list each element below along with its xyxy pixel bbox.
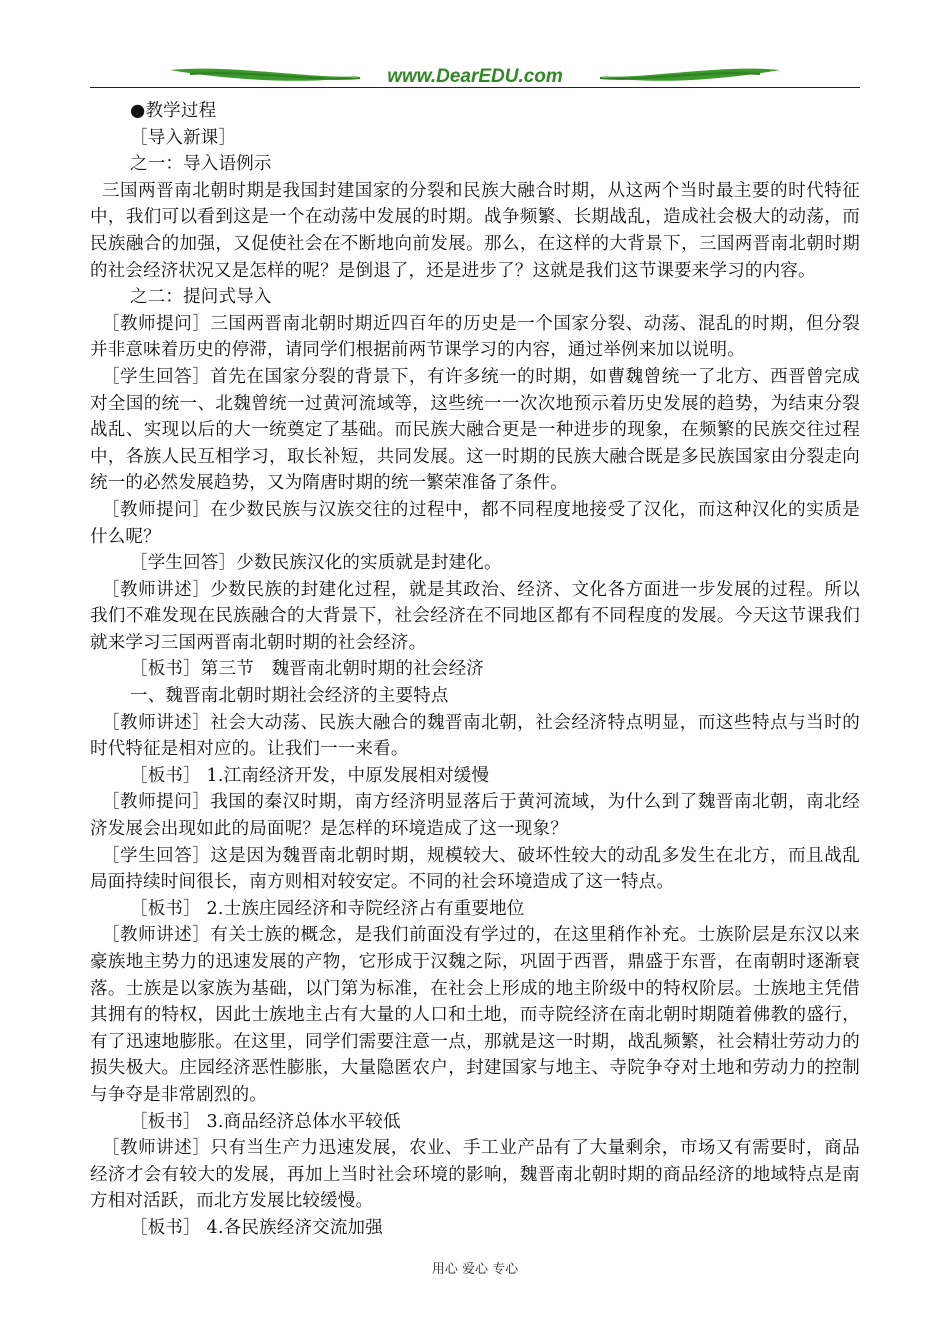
site-logo-text: www.DearEDU.com bbox=[387, 66, 563, 87]
board-note: ［板书］第三节 魏晋南北朝时期的社会经济 bbox=[130, 659, 484, 680]
banner-graphic bbox=[170, 60, 780, 94]
board-note: ［板书］ 4.各民族经济交流加强 bbox=[130, 1217, 383, 1238]
paragraph: ［学生回答］首先在国家分裂的背景下，有许多统一的时期，如曹魏曾统一了北方、西晋曾完成对全国的统一、北魏曾统一过黄河流域等，这些统一一次次地预示着历史发展的趋势，为结束分裂战乱、实现以后的大一统奠定了基础。而民族大融合更是一种进步的现象，在频繁的民族交往过程中，各族人民互相学习，取长补短，共同发展。这一时期的民族大融合既是多民族国家由分裂走向统一的必然发展趋势，又为隋唐时期的统一繁荣准备了条件。 bbox=[90, 366, 860, 494]
section-heading: ●教学过程 bbox=[130, 101, 217, 121]
subsection-heading: 之一：导入语例示 bbox=[130, 154, 272, 175]
paragraph: ［学生回答］少数民族汉化的实质就是封建化。 bbox=[130, 553, 502, 574]
paragraph: ［教师讲述］社会大动荡、民族大融合的魏晋南北朝，社会经济特点明显，而这些特点与当时的时代特征是相对应的。让我们一一来看。 bbox=[90, 712, 860, 760]
page-footer: 用心 爱心 专心 bbox=[431, 1262, 519, 1277]
paragraph: ［教师讲述］只有当生产力迅速发展，农业、手工业产品有了大量剩余，市场又有需要时，商品经济才会有较大的发展，再加上当时社会环境的影响，魏晋南北朝时期的商品经济的地域特点是南方相对活跃，而北方发展比较缓慢。 bbox=[90, 1138, 860, 1212]
paragraph: 三国两晋南北朝时期是我国封建国家的分裂和民族大融合时期，从这两个当时最主要的时代特征中，我们可以看到这是一个在动荡中发展的时期。战争频繁、长期战乱，造成社会极大的动荡，而民族融合的加强，又促使社会在不断地向前发展。那么，在这样的大背景下，三国两晋南北朝时期的社会经济状况又是怎样的呢？是倒退了，还是进步了？这就是我们这节课要来学习的内容。 bbox=[90, 180, 860, 281]
board-note: ［板书］ 3.商品经济总体水平较低 bbox=[130, 1111, 401, 1132]
subsection-heading: ［导入新课］ bbox=[130, 127, 237, 148]
paragraph: ［教师讲述］少数民族的封建化过程，就是其政治、经济、文化各方面进一步发展的过程。所以我们不难发现在民族融合的大背景下，社会经济在不同地区都有不同程度的发展。今天这节课我们就来学习三国两晋南北朝时期的社会经济。 bbox=[90, 579, 860, 653]
paragraph: ［学生回答］这是因为魏晋南北朝时期，规模较大、破坏性较大的动乱多发生在北方，而且战乱局面持续时间很长，南方则相对较安定。不同的社会环境造成了这一特点。 bbox=[90, 845, 860, 893]
header-rule bbox=[90, 87, 860, 88]
lesson-body bbox=[90, 98, 860, 1242]
paragraph: ［教师提问］我国的秦汉时期，南方经济明显落后于黄河流域，为什么到了魏晋南北朝，南北经济发展会出现如此的局面呢？是怎样的环境造成了这一现象？ bbox=[90, 792, 860, 840]
board-note: ［板书］ 2.士族庄园经济和寺院经济占有重要地位 bbox=[130, 898, 525, 919]
paragraph: ［教师提问］在少数民族与汉族交往的过程中，都不同程度地接受了汉化，而这种汉化的实质是什么呢？ bbox=[90, 499, 860, 547]
subsection-heading: 一、魏晋南北朝时期社会经济的主要特点 bbox=[130, 686, 449, 707]
site-banner bbox=[170, 60, 780, 94]
paragraph: ［教师提问］三国两晋南北朝时期近四百年的历史是一个国家分裂、动荡、混乱的时期，但分裂并非意味着历史的停滞，请同学们根据前两节课学习的内容，通过举例来加以说明。 bbox=[90, 313, 860, 361]
subsection-heading: 之二：提问式导入 bbox=[130, 287, 272, 308]
board-note: ［板书］ 1.江南经济开发，中原发展相对缓慢 bbox=[130, 765, 490, 786]
paragraph: ［教师讲述］有关士族的概念，是我们前面没有学过的，在这里稍作补充。士族阶层是东汉以来豪族地主势力的迅速发展的产物，它形成于汉魏之际，巩固于西晋，鼎盛于东晋，在南朝时逐渐衰落。士族是以家族为基础，以门第为标准，在社会上形成的地主阶级中的特权阶层。士族地主凭借其拥有的特权，因此士族地主占有大量的人口和土地，而寺院经济在南北朝时期随着佛教的盛行，有了迅速地膨胀。在这里，同学们需要注意一点，那就是这一时期，战乱频繁，社会精壮劳动力的损失极大。庄园经济恶性膨胀，大量隐匿农户，封建国家与地主、寺院争夺对土地和劳动力的控制与争夺是非常剧烈的。 bbox=[90, 925, 860, 1105]
